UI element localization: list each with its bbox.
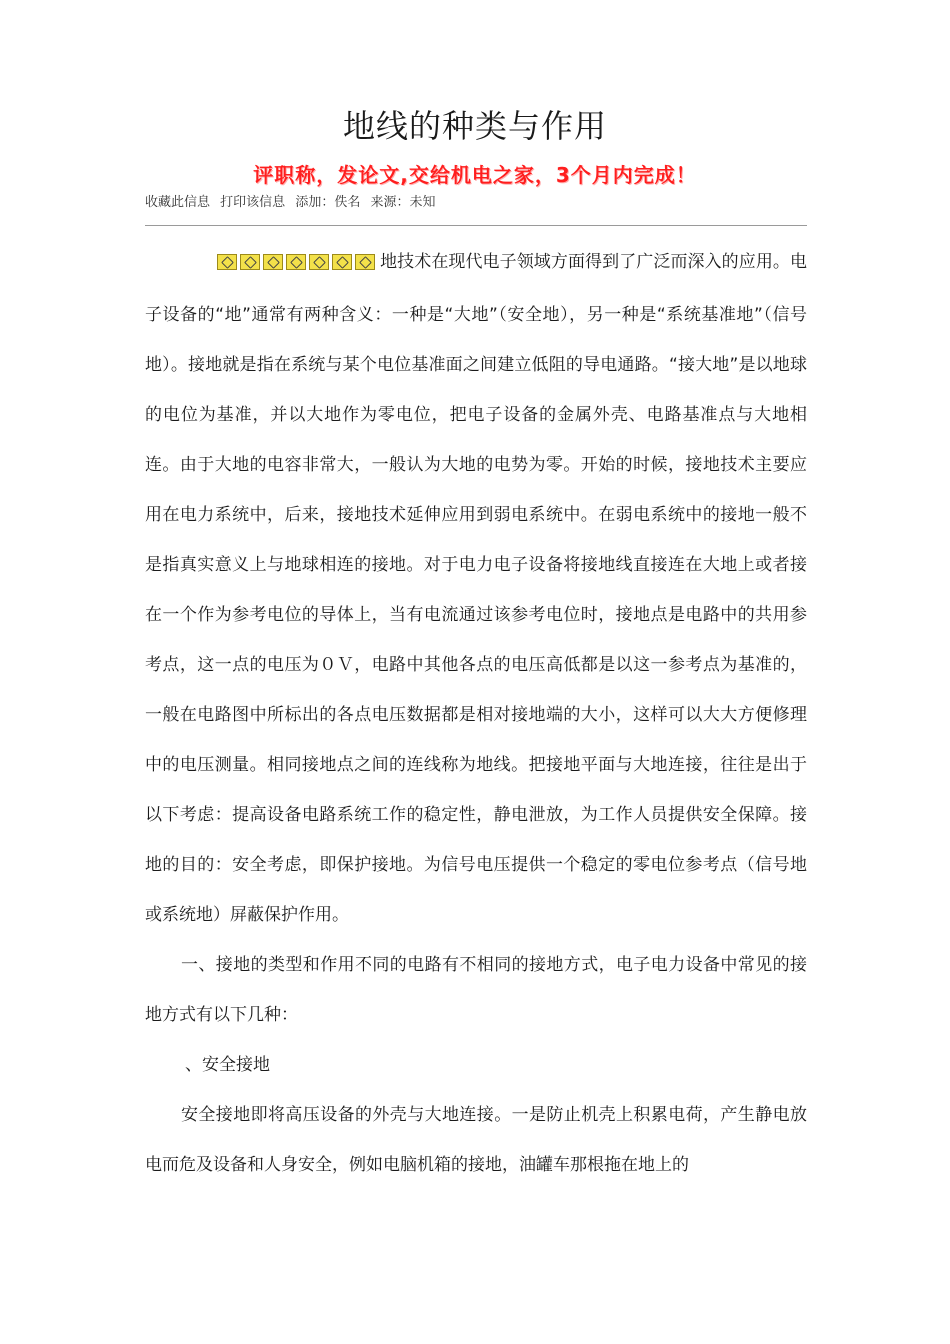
broken-image-icon <box>355 254 375 270</box>
print-link[interactable]: 打印该信息 <box>220 195 286 210</box>
broken-image-icon <box>309 254 329 270</box>
broken-image-icon <box>286 254 306 270</box>
broken-image-icon <box>332 254 352 270</box>
author-info: 添加：佚名 <box>295 195 361 210</box>
page-title: 地线的种类与作用 <box>342 107 607 145</box>
icon-strip <box>181 240 378 290</box>
article-body <box>145 237 807 1190</box>
broken-image-icon <box>263 254 283 270</box>
source-info: 来源：未知 <box>370 195 436 210</box>
header-divider <box>145 225 807 226</box>
broken-image-icon <box>240 254 260 270</box>
broken-image-icon <box>217 254 237 270</box>
paragraph-intro-text: 地技术在现代电子领域方面得到了广泛而深入的应用。电子设备的“地”通常有两种含义：一种是“大地”（安全地），另一种是“系统基准地”（信号地）。接地就是指在系统与某个电位基准面之间建立低阻的导电通路。“接大地”是以地球的电位为基准，并以大地作为零电位，把电子设备的金属外壳、电路基准点与大地相连。由于大地的电容非常大，一般认为大地的电势为零。开始的时候，接地技术主要应用在电力系统中，后来，接地技术延伸应用到弱电系统中。在弱电系统中的接地一般不是指真实意义上与地球相连的接地。对于电力电子设备将接地线直接连在大地上或者接在一个作为参考电位的导体上，当有电流通过该参考电位时，接地点是电路中的共用参考点，这一点的电压为０Ｖ，电路中其他各点的电压高低都是以这一参考点为基准的，一般在电路图中所标出的各点电压数据都是相对接地端的大小，这样可以大大方便修理中的电压测量。相同接地点之间的连线称为地线。把接地平面与大地连接，往往是出于以下考虑：提高设备电路系统工作的稳定性，静电泄放，为工作人员提供安全保障。接地的目的：安全考虑，即保护接地。为信号电压提供一个稳定的零电位参考点（信号地或系统地）屏蔽保护作用。 <box>145 252 807 925</box>
subsection-heading: 、安全接地 <box>185 1055 270 1075</box>
paragraph-intro <box>145 237 807 940</box>
section-heading: 一、接地的类型和作用不同的电路有不相同的接地方式，电子电力设备中常见的接地方式有以下几种： <box>145 955 807 1025</box>
article-meta <box>145 193 441 213</box>
collect-link[interactable]: 收藏此信息 <box>145 195 211 210</box>
paragraph-safety-ground: 安全接地即将高压设备的外壳与大地连接。一是防止机壳上积累电荷，产生静电放电而危及设备和人身安全，例如电脑机箱的接地，油罐车那根拖在地上的 <box>145 1105 807 1175</box>
ad-banner-link[interactable]: 评职称，发论文,交给机电之家，3个月内完成！ <box>253 163 697 187</box>
